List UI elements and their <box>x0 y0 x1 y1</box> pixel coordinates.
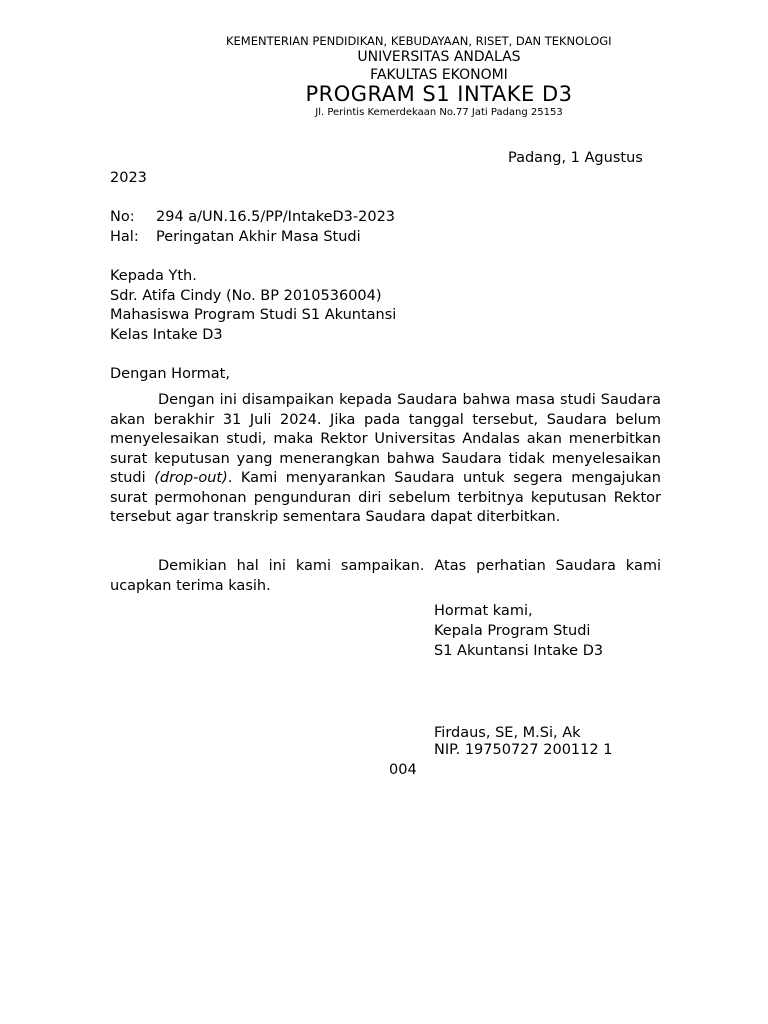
paragraph-1-tail: . Kami menyarankan Saudara untuk segera mengajukan surat permohonan pengunduran diri sebelum terbitnya keputusan Rektor tersebut agar transkrip sementara Saudara dapat diterbitkan. <box>110 470 661 525</box>
date-line: Padang, 1 Agustus <box>508 150 643 166</box>
faculty-name: FAKULTAS EKONOMI <box>370 67 508 83</box>
subject: Peringatan Akhir Masa Studi <box>156 229 361 245</box>
closing-line: Hormat kami, <box>434 603 533 619</box>
recipient-name: Sdr. Atifa Cindy (No. BP 2010536004) <box>110 288 382 304</box>
university-name: UNIVERSITAS ANDALAS <box>357 49 521 65</box>
ministry-name: KEMENTERIAN PENDIDIKAN, KEBUDAYAAN, RISET, DAN TEKNOLOGI <box>226 34 612 48</box>
recipient-class: Kelas Intake D3 <box>110 327 223 343</box>
signatory-nip-tail: 004 <box>389 762 417 778</box>
body-paragraph-1 <box>110 391 661 528</box>
recipient-program: Mahasiswa Program Studi S1 Akuntansi <box>110 307 397 323</box>
body-paragraph-2 <box>110 557 661 596</box>
closing-position: Kepala Program Studi <box>434 623 591 639</box>
program-title: PROGRAM S1 INTAKE D3 <box>305 82 573 106</box>
date-year: 2023 <box>110 170 147 186</box>
closing-unit: S1 Akuntansi Intake D3 <box>434 643 604 659</box>
paragraph-1-italic: (drop-out) <box>154 470 228 486</box>
signatory-name: Firdaus, SE, M.Si, Ak <box>434 725 581 741</box>
paragraph-2-text: Demikian hal ini kami sampaikan. Atas perhatian Saudara kami ucapkan terima kasih. <box>110 558 661 594</box>
salutation: Dengan Hormat, <box>110 366 230 382</box>
signatory-nip: NIP. 19750727 200112 1 <box>434 742 613 758</box>
letter-number-label: No: <box>110 209 135 225</box>
recipient-line: Kepada Yth. <box>110 268 197 284</box>
letter-number: 294 a/UN.16.5/PP/IntakeD3-2023 <box>156 209 396 225</box>
letterhead-address: Jl. Perintis Kemerdekaan No.77 Jati Padang 25153 <box>315 107 563 118</box>
paragraph-1-text: Dengan ini disampaikan kepada Saudara bahwa masa studi Saudara akan berakhir 31 Juli 2024. Jika pada tanggal tersebut, Saudara belum menyelesaikan studi, maka Rektor Universitas Andalas akan menerbitkan surat keputusan yang menerangkan bahwa Saudara tidak menyelesaikan studi <box>110 392 661 486</box>
subject-label: Hal: <box>110 229 139 245</box>
